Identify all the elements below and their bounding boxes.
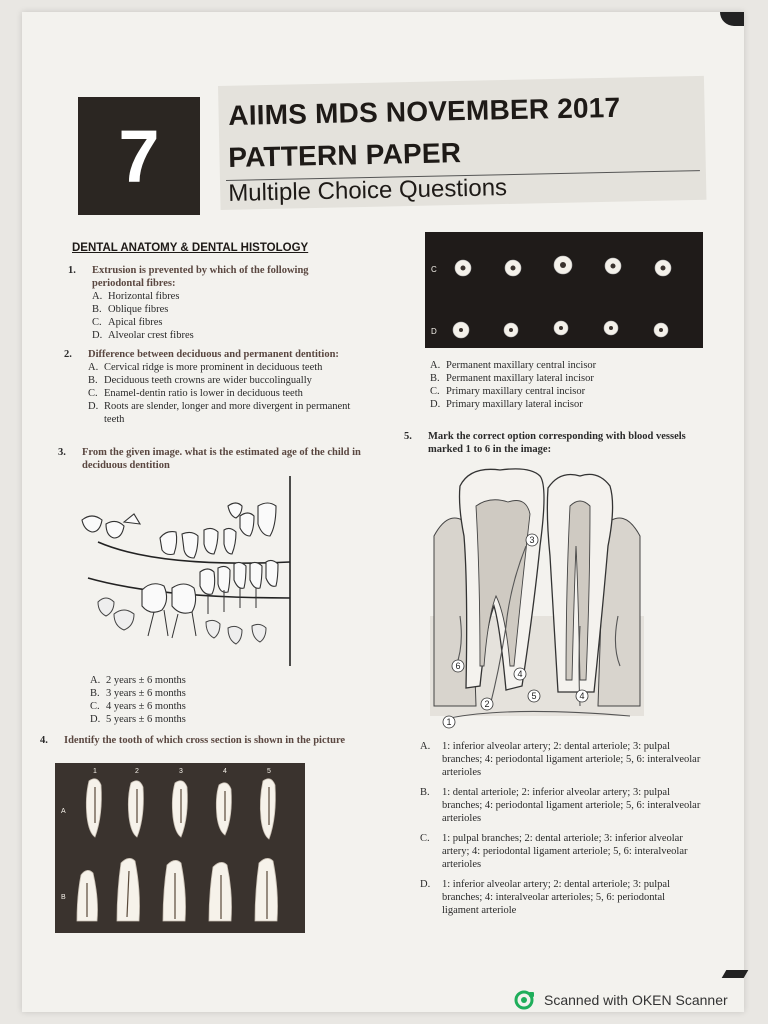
figure-row-label: B <box>61 894 66 901</box>
page-edge-mark <box>722 970 749 978</box>
options-list <box>90 674 270 726</box>
options-list <box>420 740 702 917</box>
option <box>88 374 358 387</box>
question-number: 3. <box>58 447 66 458</box>
option-letter: C. <box>90 701 100 712</box>
chapter-number: 7 <box>118 114 160 198</box>
option <box>430 372 700 385</box>
option-letter: D. <box>90 714 101 725</box>
option-text: 1: dental arteriole; 2: inferior alveolar artery; 3: pulpal branches; 4: periodontal ligament arteriole; 5, 6: interalveolar arterioles <box>442 787 701 824</box>
option <box>92 329 342 342</box>
figure-column-label: 4 <box>223 768 227 775</box>
option-letter: A. <box>90 675 101 686</box>
question-stem: Extrusion is prevented by which of the following periodontal fibres: <box>92 265 309 289</box>
question-stem: Mark the correct option corresponding with blood vessels marked 1 to 6 in the image: <box>428 431 686 455</box>
scanner-watermark <box>514 990 728 1010</box>
option <box>90 687 270 700</box>
question-number: 2. <box>64 349 72 360</box>
option-letter: D. <box>88 401 99 412</box>
question-4-options <box>430 359 700 411</box>
option-letter: C. <box>430 386 440 397</box>
options-list <box>92 290 342 342</box>
tooth-cross-section-strip <box>425 232 703 348</box>
option-letter: A. <box>430 360 441 371</box>
question-stem: Identify the tooth of which cross section is shown in the picture <box>64 735 346 746</box>
option-text: Apical fibres <box>108 317 163 328</box>
option-letter: B. <box>88 375 98 386</box>
question-number: 5. <box>404 431 412 442</box>
page-title-line2: PATTERN PAPER <box>228 137 462 173</box>
question-3 <box>58 446 362 472</box>
option <box>92 303 342 316</box>
option-letter: D. <box>430 399 441 410</box>
option <box>430 385 700 398</box>
deciduous-dentition-illustration <box>68 472 298 668</box>
options-list <box>88 361 358 426</box>
section-title: DENTAL ANATOMY & DENTAL HISTOLOGY <box>72 242 309 254</box>
option-letter: B. <box>420 787 430 798</box>
figure-column-label: 2 <box>135 768 139 775</box>
option <box>90 700 270 713</box>
option <box>420 740 702 779</box>
option-letter: B. <box>92 304 102 315</box>
oken-scanner-logo-icon <box>514 990 536 1010</box>
diagram-marker: 5 <box>531 691 537 701</box>
option-text: 2 years ± 6 months <box>106 675 186 686</box>
figure-column-label: 3 <box>179 768 183 775</box>
option-text: Cervical ridge is more prominent in deciduous teeth <box>104 362 323 373</box>
strip-row-label: D <box>431 327 437 336</box>
question-4 <box>40 734 364 747</box>
option-text: 4 years ± 6 months <box>106 701 186 712</box>
option <box>90 713 270 726</box>
option-text: Oblique fibres <box>108 304 169 315</box>
option-text: 1: pulpal branches; 2: dental arteriole; 3: inferior alveolar artery; 4: periodontal ligament arteriole; 5, 6: interalveolar arterioles <box>442 833 688 870</box>
question-5 <box>404 430 708 456</box>
option-text: Primary maxillary lateral incisor <box>446 399 583 410</box>
option-letter: A. <box>92 291 103 302</box>
page-corner <box>720 12 744 26</box>
option-text: 1: inferior alveolar artery; 2: dental arteriole; 3: pulpal branches; 4: interalveolar arterioles; 5, 6: periodontal ligament arteriole <box>442 879 670 916</box>
option-text: Horizontal fibres <box>108 291 180 302</box>
option-text: Permanent maxillary central incisor <box>446 360 597 371</box>
diagram-marker: 1 <box>446 717 452 727</box>
option-letter: B. <box>90 688 100 699</box>
question-stem: Difference between deciduous and permanent dentition: <box>88 349 339 360</box>
option-letter: A. <box>420 741 431 752</box>
question-stem: From the given image. what is the estimated age of the child in deciduous dentition <box>82 447 361 471</box>
page-title-line1: AIIMS MDS NOVEMBER 2017 <box>228 91 621 131</box>
option <box>88 361 358 374</box>
option <box>420 832 702 871</box>
option-letter: C. <box>92 317 102 328</box>
page-subtitle: Multiple Choice Questions <box>228 174 508 207</box>
option <box>88 387 358 400</box>
option-letter: D. <box>92 330 103 341</box>
scanner-text: Scanned with OKEN Scanner <box>544 992 728 1008</box>
question-1 <box>68 264 342 342</box>
option <box>430 398 700 411</box>
question-number: 1. <box>68 265 76 276</box>
option-text: Alveolar crest fibres <box>108 330 194 341</box>
option-letter: C. <box>420 833 430 844</box>
diagram-marker: 4 <box>579 691 585 701</box>
figure-column-label: 1 <box>93 768 97 775</box>
question-3-options <box>90 674 270 726</box>
option <box>420 786 702 825</box>
option <box>90 674 270 687</box>
option-letter: D. <box>420 879 431 890</box>
options-list <box>430 359 700 411</box>
option-text: Roots are slender, longer and more divergent in permanent teeth <box>104 401 351 425</box>
option-letter: A. <box>88 362 99 373</box>
strip-row-label: C <box>431 265 437 274</box>
tooth-cross-section-figure <box>55 763 305 933</box>
option <box>430 359 700 372</box>
diagram-marker: 2 <box>484 699 490 709</box>
option <box>420 878 702 917</box>
option-text: 3 years ± 6 months <box>106 688 186 699</box>
question-2 <box>64 348 358 426</box>
option-text: 1: inferior alveolar artery; 2: dental arteriole; 3: pulpal branches; 4: periodontal ligament arteriole; 5, 6: interalveolar arterioles <box>442 741 701 778</box>
question-5-options <box>420 740 702 917</box>
option <box>88 400 358 426</box>
diagram-marker: 3 <box>529 535 535 545</box>
blood-supply-diagram <box>430 466 644 730</box>
option-text: Enamel-dentin ratio is lower in deciduous teeth <box>104 388 303 399</box>
option-text: Deciduous teeth crowns are wider buccolingually <box>104 375 312 386</box>
option-letter: B. <box>430 373 440 384</box>
option-text: Primary maxillary central incisor <box>446 386 586 397</box>
option-text: Permanent maxillary lateral incisor <box>446 373 594 384</box>
diagram-marker: 4 <box>517 669 523 679</box>
diagram-marker: 6 <box>455 661 461 671</box>
option-text: 5 years ± 6 months <box>106 714 186 725</box>
option <box>92 290 342 303</box>
question-number: 4. <box>40 735 48 746</box>
chapter-number-box <box>78 97 200 215</box>
figure-column-label: 5 <box>267 768 271 775</box>
option-letter: C. <box>88 388 98 399</box>
figure-row-label: A <box>61 808 66 815</box>
option <box>92 316 342 329</box>
